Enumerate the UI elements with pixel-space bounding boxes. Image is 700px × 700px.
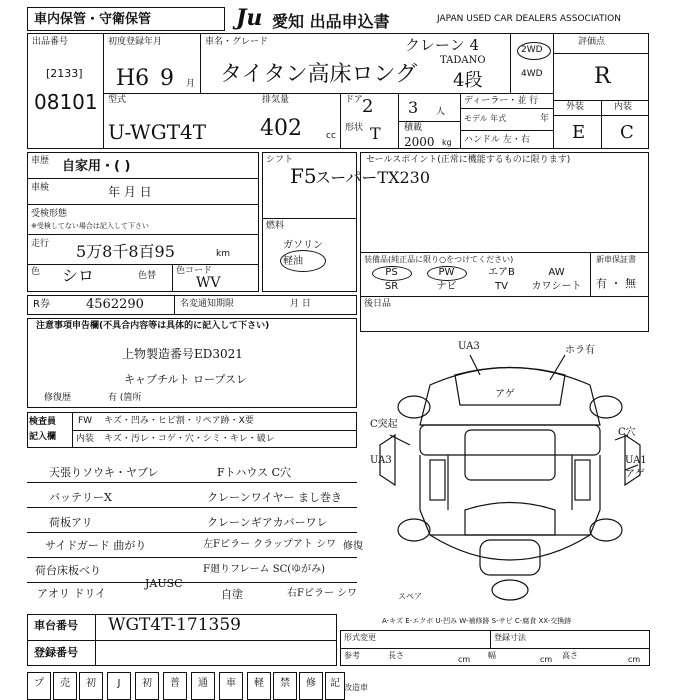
footer-tab-4: J <box>117 678 121 689</box>
length-cm: cm <box>458 655 471 664</box>
first-reg-year: H6 <box>116 66 150 91</box>
repair-value: 有 (箇所 <box>108 393 142 403</box>
equip-tv: TV <box>495 281 508 292</box>
color-value: シロ <box>62 266 95 285</box>
diagram-mark-ua1: UA1 <box>625 455 647 466</box>
displacement-unit: cc <box>326 131 336 141</box>
notes-label: 注意事項申告欄(不具合内容等は具体的に記入して下さい) <box>36 321 270 331</box>
grade-text: 4段 <box>453 70 483 91</box>
ju-logo: Ju <box>236 5 263 31</box>
interior-grade: C <box>620 122 634 143</box>
footer-tab-8: 車 <box>226 678 236 689</box>
inspector-label-2: 記入欄 <box>29 432 57 442</box>
width-cm: cm <box>540 655 553 664</box>
equip-airbag: エアB <box>488 267 515 278</box>
storage-label-box <box>27 7 225 31</box>
model-code: U-WGT4T <box>108 120 207 144</box>
shape-value: T <box>370 124 381 143</box>
form-title: 愛知 出品申込書 <box>272 12 390 31</box>
shift-value: F5 <box>290 164 317 188</box>
inspection-label: 車検 <box>31 183 50 193</box>
car-diagram <box>370 335 650 615</box>
remark-8: クレーンワイヤー まし巻き <box>207 491 342 504</box>
remark-10: 左Fピラー クラップアト シワ <box>203 539 337 550</box>
color-code-label: 色コード <box>176 266 213 276</box>
model-year-label: モデル 年式 <box>464 114 507 123</box>
footer-tab-2: 売 <box>60 678 70 689</box>
later-items-label: 後日品 <box>364 299 392 309</box>
doors-label: ドア <box>345 95 363 105</box>
shift-label: シフト <box>266 155 294 165</box>
damage-legend: A-キズ E-エクボ U-凹み W-補修跡 S-サビ C-腐食 XX-交換跡 <box>382 617 572 625</box>
diagram-mark-hora: ホラ有 <box>565 345 595 356</box>
diagram-mark-age-2: アゲ <box>625 469 645 480</box>
remark-12: 自塗 <box>221 588 243 601</box>
color-code-value: WV <box>196 275 221 291</box>
diagram-mark-spare: スペア <box>398 592 422 601</box>
crane-brand: TADANO <box>440 55 486 66</box>
remark-13: JAUSC <box>145 577 183 590</box>
seats-unit: 人 <box>436 107 446 117</box>
inspector-label-1: 検査員 <box>29 417 57 427</box>
remark-9: クレーンギアカバーワレ <box>207 516 328 529</box>
drive-2wd: 2WD <box>521 45 543 55</box>
remarks-area <box>27 452 367 612</box>
storage-label: 車内保管・守衛保管 <box>34 12 152 27</box>
inspection-note: ※受検してない場合は記入して下さい <box>31 222 149 230</box>
diagram-mark-c-projection: C突起 <box>370 419 398 430</box>
capacity-value: 2000 <box>404 135 435 149</box>
fw-items: キズ・凹み・ヒビ割・リペア跡・X要 <box>104 416 254 426</box>
footer-tab-7: 通 <box>198 678 208 689</box>
capacity-label: 積載 <box>404 123 423 133</box>
equip-sr: SR <box>384 281 399 292</box>
inspection-value: 年 月 日 <box>108 185 152 199</box>
usage-value: 自家用・( ) <box>62 159 131 174</box>
pw-circle <box>427 266 467 281</box>
color-label: 色 <box>31 267 41 277</box>
inspection-form-label: 受検形態 <box>31 209 68 219</box>
kaizou-label: 改造車 <box>344 683 368 692</box>
notes-line1: 上物製造番号ED3021 <box>122 347 243 361</box>
footer-tab-11: 修 <box>306 678 316 689</box>
mileage-unit: km <box>216 249 230 259</box>
dealer-label: ディーラー・並 行 <box>464 96 539 106</box>
footer-tab-10: 禁 <box>280 678 290 689</box>
r-ticket-label: R券 <box>33 299 50 310</box>
notes-line2: キャブチルト ロープスレ <box>124 373 247 386</box>
diagram-mark-age-1: アゲ <box>495 389 515 400</box>
first-reg-month: 9 <box>160 66 174 91</box>
fuel-selected-circle <box>280 250 326 272</box>
color-change-label: 色替 <box>138 271 157 281</box>
notes-frame <box>27 318 357 408</box>
sales-point-label: セールスポイント(正常に機能するものに限ります) <box>366 155 571 165</box>
diagram-mark-c-hole: C穴 <box>618 427 636 438</box>
chassis-value: WGT4T-171359 <box>108 615 241 635</box>
equip-leather-seat: カワシート <box>531 281 582 292</box>
warranty-label: 新車保証書 <box>596 255 636 264</box>
remark-1: 天張りソウキ・ヤブレ <box>49 466 159 479</box>
footer-tab-6: 普 <box>170 678 180 689</box>
inside-label: 内装 <box>76 434 95 444</box>
interior-label: 内装 <box>614 102 633 112</box>
ref-label: 参考 <box>344 651 360 660</box>
month-unit: 月 <box>186 79 196 89</box>
remark-2: バッテリーX <box>49 491 112 504</box>
model-name: タイタン高床ロング <box>220 62 418 87</box>
remark-3: 荷板アリ <box>49 516 93 529</box>
reg-number-label: 登録番号 <box>34 646 78 659</box>
seats-value: 3 <box>408 98 419 117</box>
height-label: 高さ <box>562 651 578 660</box>
mileage-value: 5万8千8百95 <box>76 242 175 261</box>
first-reg-label: 初度登録年月 <box>108 37 163 47</box>
diagram-mark-ua3-top: UA3 <box>458 341 480 352</box>
equip-aw: AW <box>548 267 565 278</box>
length-label: 長さ <box>388 651 404 660</box>
fuel-options: ガソリン 軽油 <box>283 240 323 267</box>
fuel-label: 燃料 <box>266 221 285 231</box>
drive-4wd: 4WD <box>521 69 543 79</box>
shape-label: 形状 <box>345 123 364 133</box>
doors-value: 2 <box>362 96 374 117</box>
remark-6: アオリ ドリイ <box>37 587 107 600</box>
footer-tab-5: 初 <box>142 678 152 689</box>
grade-label: 評価点 <box>578 37 606 47</box>
equip-navi: ナビ <box>436 281 457 292</box>
shape-change-label: 形式変更 <box>344 633 376 642</box>
repair-label: 修復歴 <box>44 393 72 403</box>
equipment-label: 装備品(純正品に限り○をつけてください) <box>364 255 514 264</box>
footer-tab-1: プ <box>34 678 44 689</box>
model-name-label: 車名・グレード <box>205 37 269 47</box>
displacement-value: 402 <box>260 116 302 141</box>
chassis-label: 車台番号 <box>34 619 78 632</box>
lot-label: 出品番号 <box>32 37 69 47</box>
displacement-label: 排気量 <box>262 95 290 105</box>
sales-point-text: スーパーTX230 <box>315 168 431 187</box>
remark-5: 荷台床板べり <box>35 564 101 577</box>
mileage-label: 走行 <box>31 239 50 249</box>
footer-tab-3: 初 <box>86 678 96 689</box>
lot-number: 08101 <box>34 90 98 114</box>
remark-14: 右Fピラー シワ <box>287 588 358 599</box>
association-name: JAPAN USED CAR DEALERS ASSOCIATION <box>437 14 621 24</box>
footer-tab-12: 記 <box>330 678 340 689</box>
r-ticket-value: 4562290 <box>86 297 144 312</box>
usage-label: 車歴 <box>31 156 50 166</box>
crane-note: クレーン 4 <box>405 36 480 54</box>
footer-tab-9: 軽 <box>254 678 264 689</box>
dims-label: 登録寸法 <box>494 633 526 642</box>
remark-7: Fトハウス C穴 <box>217 466 291 479</box>
name-change-label: 名変通知期限 <box>180 299 235 309</box>
fw-label: FW <box>78 416 93 426</box>
model-code-label: 型式 <box>108 95 127 105</box>
inside-items: キズ・汚レ・コゲ・穴・シミ・キレ・破レ <box>104 434 275 444</box>
grade-score: R <box>594 64 611 89</box>
equip-ps: PS <box>385 267 398 278</box>
capacity-unit: kg <box>442 138 452 147</box>
remark-11: F廻りフレーム SC(ゆがみ) <box>203 564 326 575</box>
width-label: 幅 <box>488 651 496 660</box>
remark-15: 修復 <box>343 541 363 552</box>
name-change-value: 月 日 <box>290 299 311 309</box>
ps-circle <box>372 266 412 281</box>
year-unit: 年 <box>540 114 550 124</box>
exterior-grade: E <box>572 122 586 143</box>
equipment-grid <box>364 266 586 294</box>
diagram-mark-ua3-left: UA3 <box>370 455 392 466</box>
handle-label: ハンドル 左・右 <box>464 135 530 145</box>
exterior-label: 外装 <box>566 102 585 112</box>
footer-tabs <box>27 672 347 700</box>
equip-pw: PW <box>438 267 455 278</box>
remark-4: サイドガード 曲がり <box>45 539 147 552</box>
lot-sub-number: [2133] <box>46 67 83 80</box>
warranty-options: 有 ・ 無 <box>596 277 636 290</box>
height-cm: cm <box>628 655 641 664</box>
